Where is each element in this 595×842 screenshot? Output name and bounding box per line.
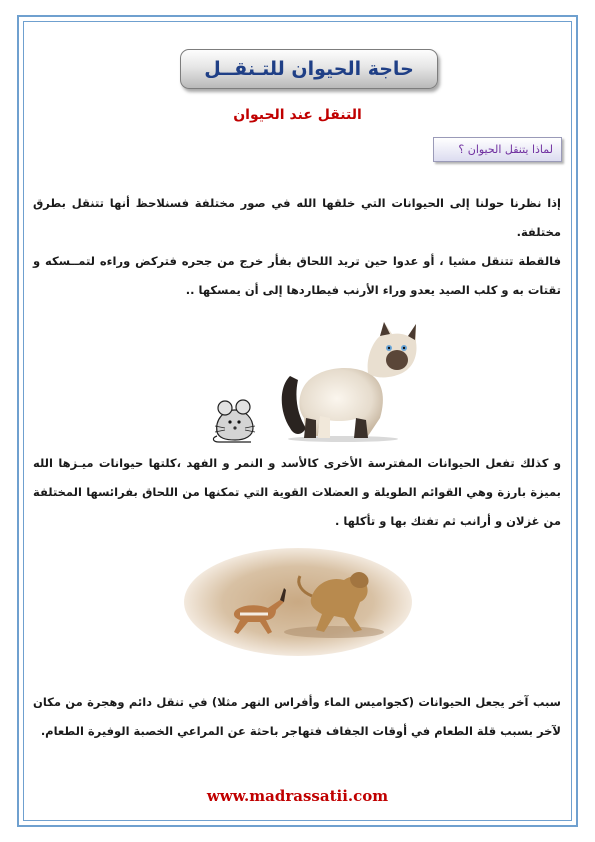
paragraph-cat-example: فالقطة تتنقل مشيا ، أو عدوا حين تريد اللحاق بفأر خرج من جحره فتركض وراءه لتمــسكه و تقتات به و كلب الصيد يعدو وراء الأرنب فيطاردها إلى أن يمسكها .. <box>33 254 561 297</box>
lioness-hunting-image <box>184 548 412 656</box>
paragraph-intro-line1: إذا نظرنا حولنا إلى الحيوانات التي خلقها الله في صور مختلفة فسنلاحظ أنها تتنقل بطرق مختلفة. <box>33 196 561 239</box>
question-text: لماذا يتنقل الحيوان ؟ <box>458 143 553 156</box>
website-link[interactable]: www.madrassatii.com <box>206 787 389 805</box>
page-title: حاجة الحيوان للتـنقــل <box>204 58 414 80</box>
mouse-image <box>211 398 261 444</box>
paragraph-migration: سبب آخر يجعل الحيوانات (كجواميس الماء وأفراس النهر مثلا) في تنقل دائم وهجرة من مكان لآخر بسبب قلة الطعام في أوقات الجفاف فتهاجر باحثة عن المراعي الخصبة الوفيرة الطعام. <box>33 695 561 738</box>
section-subtitle: التنقل عند الحيوان <box>233 107 362 123</box>
paragraph-intro <box>33 189 561 305</box>
page-title-box <box>180 49 438 89</box>
question-box <box>433 137 562 162</box>
cat-image <box>268 318 418 443</box>
paragraph-predators: و كذلك تفعل الحيوانات المفترسة الأخرى كالأسد و النمر و الفهد ،كلتها حيوانات ميـزها الله بميزة بارزة وهي القوائم الطويلة و العضلات القوية التي تمكنها من اللحاق بفرائسها المختلفة من غزلان و أرانب ثم تفتك بها و تأكلها . <box>33 456 561 528</box>
